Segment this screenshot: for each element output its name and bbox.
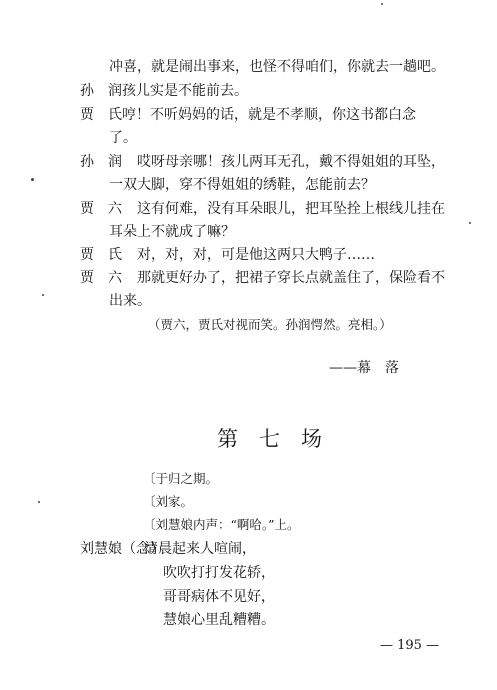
dialogue-line: 哼！不听妈妈的话，就是不孝顺，你这书都白念 — [122, 107, 416, 123]
stage-direction: （贾六，贾氏对视而笑。孙润愕然。亮相。） — [148, 317, 392, 332]
dialogue-line: 哎呀母亲哪！孩儿两耳无孔，戴不得姐姐的耳坠， — [137, 154, 445, 170]
speaker-label: 孙 润 — [80, 83, 122, 99]
speaker-label: 刘慧娘（念） — [80, 541, 164, 557]
dialogue-line: 那就更好办了，把裙子穿长点就盖住了，保险看不 — [137, 270, 445, 286]
page-number: — 195 — — [380, 638, 440, 653]
stage-direction: 〔刘家。 — [143, 494, 194, 509]
verse-line: 吹吹打打发花轿， — [163, 565, 275, 581]
scene-title: 第 七 场 — [217, 427, 322, 451]
speaker-label: 贾 六 — [80, 270, 122, 286]
speaker-label: 贾 六 — [80, 201, 122, 217]
dialogue-line: 耳朵上不就成了嘛？ — [109, 224, 235, 240]
verse-line: 慧娘心里乱糟糟。 — [163, 612, 275, 628]
verse-line: 哥哥病体不见好， — [163, 589, 275, 605]
stage-direction: 〔于归之期。 — [143, 471, 219, 486]
scan-speck — [381, 3, 383, 5]
stage-direction: 〔刘慧娘内声：“啊哈。”上。 — [143, 517, 300, 532]
curtain-mark: ——幕 落 — [329, 360, 399, 376]
dialogue-line: 对，对，对，可是他这两只大鸭子…… — [137, 247, 375, 263]
dialogue-line: 冲喜，就是闹出事来，也怪不得咱们，你就去一趟吧。 — [109, 59, 445, 75]
dialogue-line: 孩儿实是不能前去。 — [122, 83, 248, 99]
speaker-label: 孙 润 — [80, 154, 122, 170]
dialogue-line: 这有何难，没有耳朵眼儿，把耳坠拴上根线儿挂在 — [137, 201, 445, 217]
speaker-label: 贾 氏 — [80, 247, 122, 263]
speaker-label: 贾 氏 — [80, 107, 122, 123]
dialogue-line: 一双大脚，穿不得姐姐的绣鞋，怎能前去？ — [109, 177, 375, 193]
scan-speck — [469, 222, 471, 224]
dialogue-line: 出来。 — [109, 293, 151, 309]
scan-speck — [31, 178, 34, 181]
scan-speck — [42, 294, 44, 296]
verse-line: 清晨起来人喧闹， — [144, 541, 256, 557]
scan-speck — [38, 501, 40, 503]
dialogue-line: 了。 — [109, 130, 137, 146]
